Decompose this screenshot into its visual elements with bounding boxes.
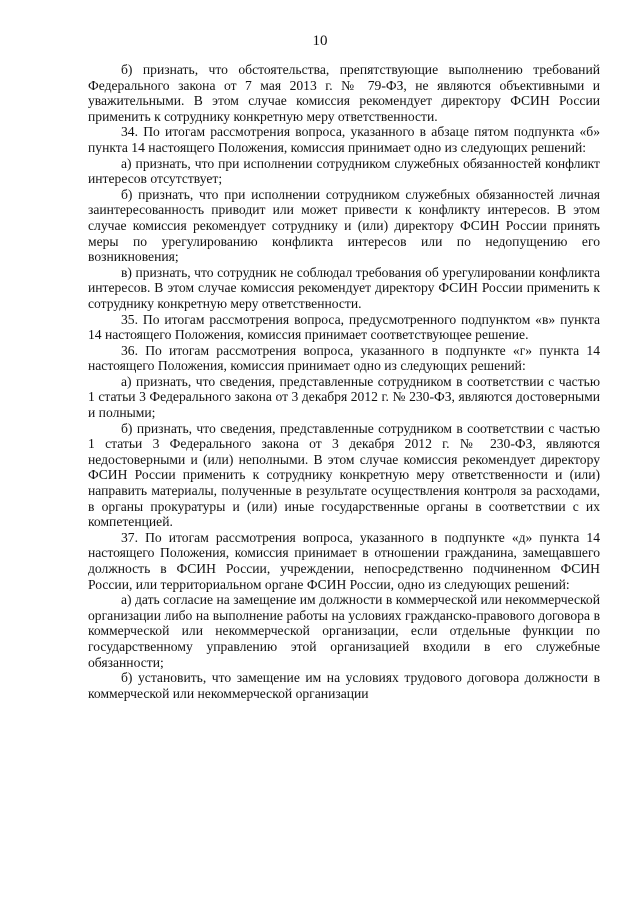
paragraph-37: 37. По итогам рассмотрения вопроса, указанного в подпункте «д» пункта 14 настоящего Положения, комиссия принимает в отношении гражданина, замещавшего должность в ФСИН России, учреждении, непосредственно подчиненном ФСИН России, или территориальном органе ФСИН России, одно из следующих решений: bbox=[88, 529, 600, 592]
paragraph-33b: б) признать, что обстоятельства, препятствующие выполнению требований Федерального закона от 7 мая 2013 г. № 79-ФЗ, не являются объективными и уважительными. В этом случае комиссия рекомендует директору ФСИН России применить к сотруднику конкретную меру ответственности. bbox=[88, 62, 600, 124]
paragraph-36a: а) признать, что сведения, представленные сотрудником в соответствии с частью 1 статьи 3 Федерального закона от 3 декабря 2012 г. № 230-ФЗ, являются достоверными и полными; bbox=[88, 373, 600, 421]
paragraph-37a: а) дать согласие на замещение им должности в коммерческой или некоммерческой организации либо на выполнение работы на условиях гражданско-правового договора в коммерческой или некоммерческой организации, если отдельные функции по государственному управлению этой организацией входили в его служебные обязанности; bbox=[88, 592, 600, 670]
paragraph-34: 34. По итогам рассмотрения вопроса, указанного в абзаце пятом подпункта «б» пункта 14 настоящего Положения, комиссия принимает одно из следующих решений: bbox=[88, 124, 600, 155]
paragraph-36: 36. По итогам рассмотрения вопроса, указанного в подпункте «г» пункта 14 настоящего Положения, комиссия принимает одно из следующих решений: bbox=[88, 342, 600, 374]
paragraph-36b: б) признать, что сведения, представленные сотрудником в соответствии с частью 1 статьи 3 Федерального закона от 3 декабря 2012 г. № 230-ФЗ, являются недостоверными и (или) неполными. В этом случае комиссия рекомендует директору ФСИН России применить к сотруднику конкретную меру ответственности и (или) направить материалы, полученные в результате осуществления контроля за расходами, в органы прокуратуры и (или) иные государственные органы в соответствии с их компетенцией. bbox=[88, 420, 600, 530]
paragraph-34v: в) признать, что сотрудник не соблюдал требования об урегулировании конфликта интересов. В этом случае комиссия рекомендует директору ФСИН России применить к сотруднику конкретную меру ответственности. bbox=[88, 264, 600, 311]
paragraph-37b: б) установить, что замещение им на условиях трудового договора должности в коммерческой или некоммерческой организации bbox=[88, 670, 600, 701]
document-body bbox=[88, 62, 600, 701]
paragraph-35: 35. По итогам рассмотрения вопроса, предусмотренного подпунктом «в» пункта 14 настоящего Положения, комиссия принимает соответствующее решение. bbox=[88, 311, 600, 343]
page-number: 10 bbox=[312, 33, 328, 49]
paragraph-34b: б) признать, что при исполнении сотрудником служебных обязанностей личная заинтересованность приводит или может привести к конфликту интересов. В этом случае комиссия рекомендует сотруднику и (или) директору ФСИН России принять меры по урегулированию конфликта интересов или по недопущению его возникновения; bbox=[88, 186, 600, 265]
paragraph-34a: а) признать, что при исполнении сотрудником служебных обязанностей конфликт интересов отсутствует; bbox=[88, 155, 600, 187]
